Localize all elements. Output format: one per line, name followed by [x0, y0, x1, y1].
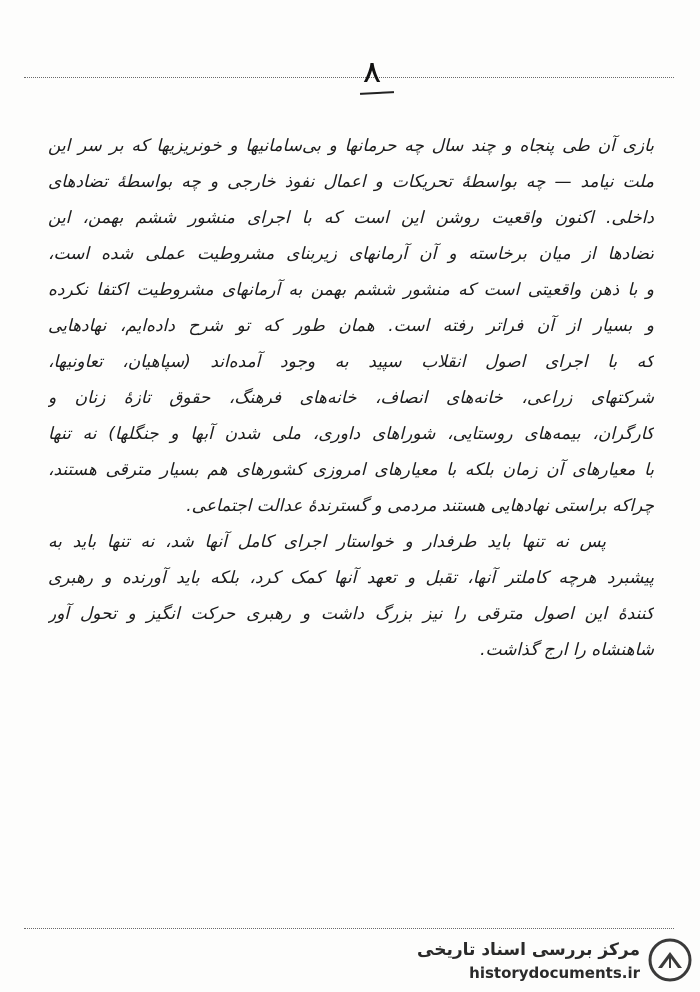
text-line: ملت نیامد — چه بواسطهٔ تحریکات و اعمال نفوذ خارجی و چه بواسطهٔ تضادهای	[48, 172, 654, 192]
page-number-underline	[360, 91, 394, 95]
archive-watermark	[412, 934, 692, 988]
text-line: داخلی. اکنون واقعیت روشن این است که با اجرای منشور ششم بهمن، این	[48, 208, 654, 228]
text-line: بازی آن طی پنجاه و چند سال چه حرمانها و بی‌سامانیها و خونریزیها که بر سر این	[48, 136, 654, 156]
bottom-dotted-rule	[24, 928, 674, 929]
text-line: پیشبرد هرچه کاملتر آنها، تقبل و تعهد آنها کمک کرد، بلکه باید آورنده و رهبری	[48, 568, 654, 588]
text-line: و بسیار از آن فراتر رفته است. همان طور که تو شرح داده‌ایم، نهادهایی	[48, 316, 654, 336]
text-line: کنندهٔ این اصول مترقی را نیز بزرگ داشت و رهبری حرکت انگیز و تحول آور	[48, 604, 654, 624]
archive-url[interactable]: historydocuments.ir	[469, 964, 640, 982]
text-line: کارگران، بیمه‌های روستایی، شوراهای داوری، ملی شدن آبها و جنگلها) نه تنها	[48, 424, 654, 444]
top-dotted-rule	[24, 77, 674, 78]
text-line: و با ذهن واقعیتی است که منشور ششم بهمن به آرمانهای مشروطیت اکتفا نکرده	[48, 280, 654, 300]
text-line: چراکه براستی نهادهایی هستند مردمی و گسترندهٔ عدالت اجتماعی.	[186, 496, 654, 516]
text-line: که با اجرای اصول انقلاب سپید به وجود آمده‌اند (سپاهیان، تعاونیها،	[48, 352, 654, 372]
text-line: شرکتهای زراعی، خانه‌های انصاف، خانه‌های فرهنگ، حقوق تازهٔ زنان و	[48, 388, 654, 408]
handwritten-body	[48, 128, 654, 668]
text-line: پس نه تنها باید طرفدار و خواستار اجرای کامل آنها شد، نه تنها باید به	[48, 532, 606, 552]
open-book-logo-icon	[648, 938, 692, 982]
text-line: شاهنشاه را ارج گذاشت.	[480, 640, 654, 660]
text-line: تضادها از میان برخاسته و آن آرمانهای زیربنای مشروطیت عملی شده است،	[48, 244, 654, 264]
page-number: ۸	[362, 55, 382, 90]
text-line: با معیارهای آن زمان بلکه با معیارهای امروزی کشورهای هم بسیار مترقی هستند،	[48, 460, 654, 480]
archive-name: مرکز بررسی اسناد تاریخی	[417, 940, 640, 960]
